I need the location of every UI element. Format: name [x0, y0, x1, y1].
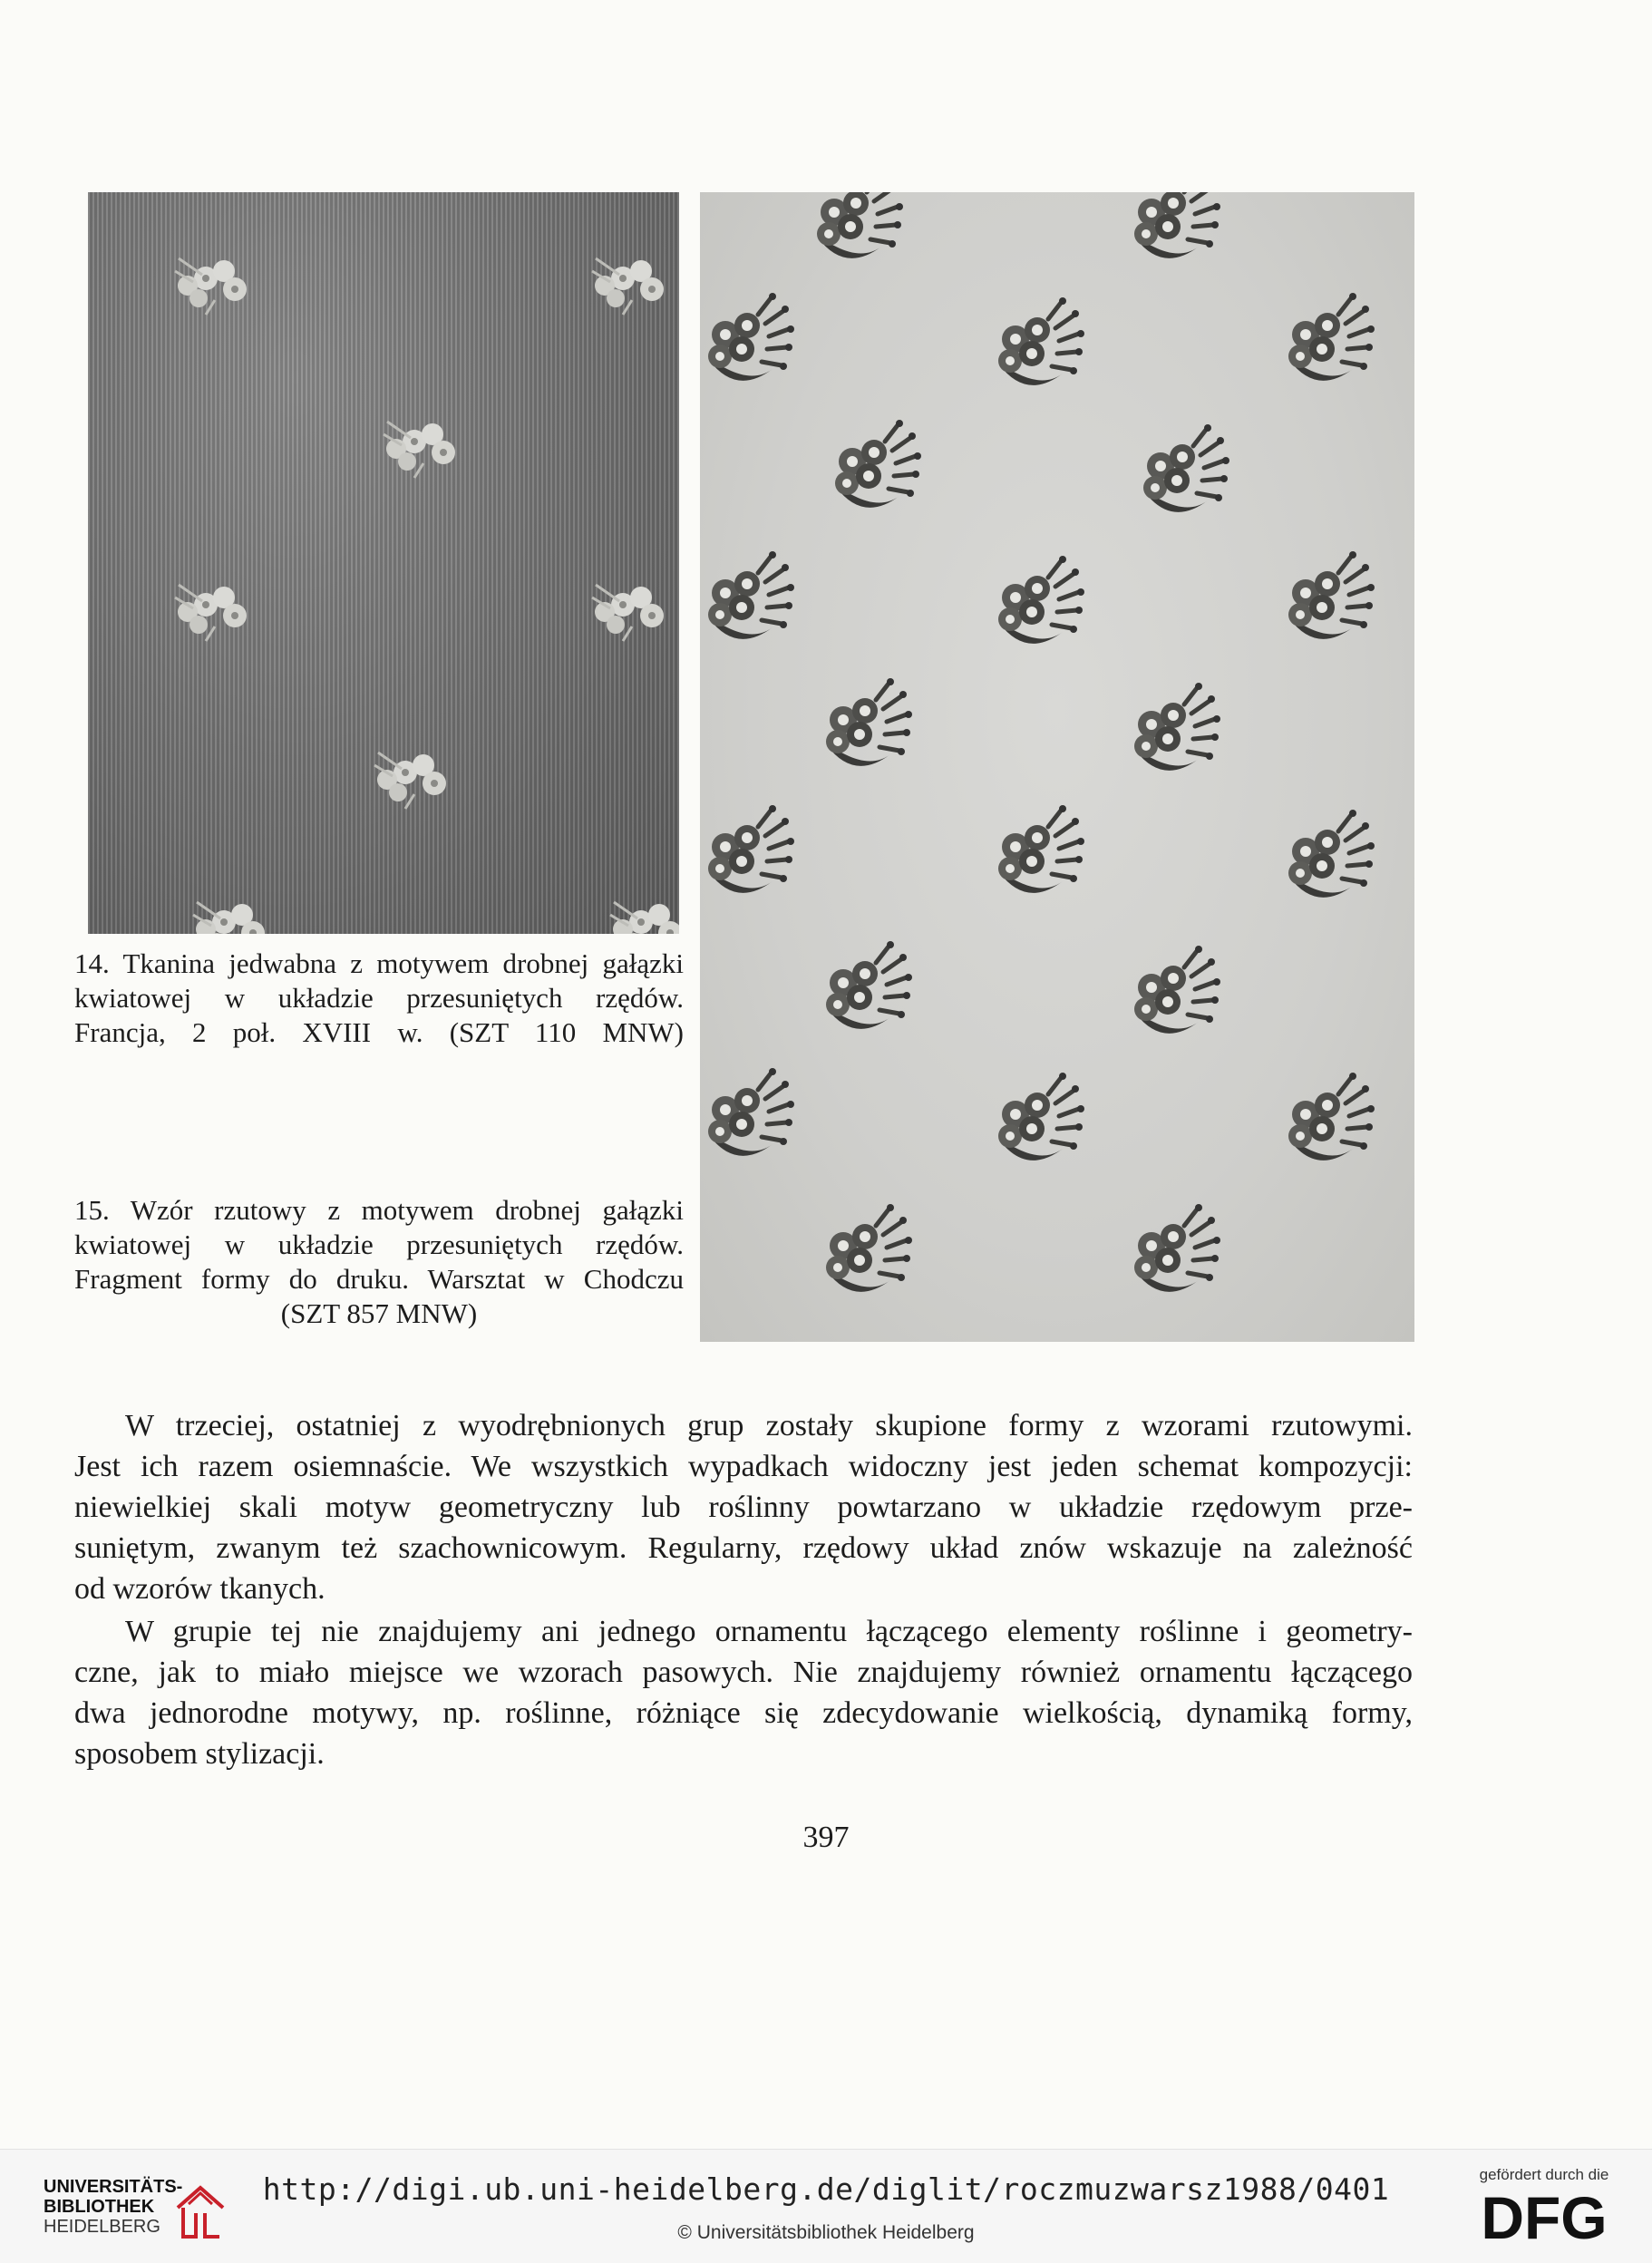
text-line: W grupie tej nie znajdujemy ani jednego ornamentu łączącego elementy roślinne i geometry-	[125, 1615, 1413, 1648]
dfg-logo-icon	[1471, 2190, 1618, 2246]
page-number: 397	[802, 1821, 850, 1854]
figure-15-printing-block-photo	[700, 192, 1414, 1342]
library-name-line: UNIVERSITÄTS-	[44, 2177, 183, 2197]
text-line: suniętym, zwanym też szachownicowym. Regularny, rzędowy układ znów wskazuje na zależność	[74, 1531, 1413, 1565]
copyright-notice: © Universitätsbibliothek Heidelberg	[677, 2222, 975, 2243]
digitization-footer	[0, 2149, 1652, 2263]
caption-line: 14. Tkanina jedwabna z motywem drobnej gałązki	[74, 947, 684, 979]
text-line: od wzorów tkanych.	[74, 1572, 326, 1606]
text-line: Jest ich razem osiemnaście. We wszystkich wypadkach widoczny jest jeden schemat kompozycji:	[74, 1450, 1413, 1483]
body-paragraph-1	[74, 1405, 1413, 1609]
caption-line: (SZT 857 MNW)	[280, 1297, 478, 1329]
caption-line: kwiatowej w układzie przesuniętych rzędów.	[74, 982, 684, 1014]
funding-label: gefördert durch die	[1479, 2166, 1609, 2183]
library-name-line: BIBLIOTHEK	[44, 2197, 155, 2217]
body-paragraph-2	[74, 1611, 1413, 1774]
figure-14-silk-fabric-photo	[88, 192, 679, 934]
dfg-funding-badge[interactable]	[1467, 2166, 1621, 2252]
dfg-logo-text: DFG	[1481, 2190, 1608, 2246]
figure-14-caption	[74, 947, 684, 1050]
text-line: sposobem stylizacji.	[74, 1737, 325, 1771]
figure-14-pattern	[88, 192, 679, 934]
text-line: czne, jak to miało miejsce we wzorach pasowych. Nie znajdujemy również ornamentu łączącego	[74, 1656, 1413, 1689]
caption-line: Fragment formy do druku. Warsztat w Chodczu	[74, 1263, 684, 1295]
digital-object-url[interactable]: http://digi.ub.uni-heidelberg.de/diglit/roczmuzwarsz1988/0401	[262, 2171, 1390, 2207]
text-line: dwa jednorodne motywy, np. roślinne, różniące się zdecydowanie wielkością, dynamiką formy,	[74, 1696, 1413, 1730]
library-name-line: HEIDELBERG	[44, 2217, 160, 2237]
text-line: W trzeciej, ostatniej z wyodrębnionych grup zostały skupione formy z wzorami rzutowymi.	[125, 1409, 1413, 1442]
caption-line: Francja, 2 poł. XVIII w. (SZT 110 MNW)	[74, 1016, 684, 1048]
caption-line: 15. Wzór rzutowy z motywem drobnej gałązki	[74, 1194, 684, 1226]
caption-line: kwiatowej w układzie przesuniętych rzędów.	[74, 1229, 684, 1260]
figure-15-pattern	[700, 192, 1414, 1342]
figure-15-caption	[74, 1193, 684, 1331]
text-line: niewielkiej skali motyw geometryczny lub roślinny powtarzano w układzie rzędowym prze-	[74, 1491, 1413, 1524]
